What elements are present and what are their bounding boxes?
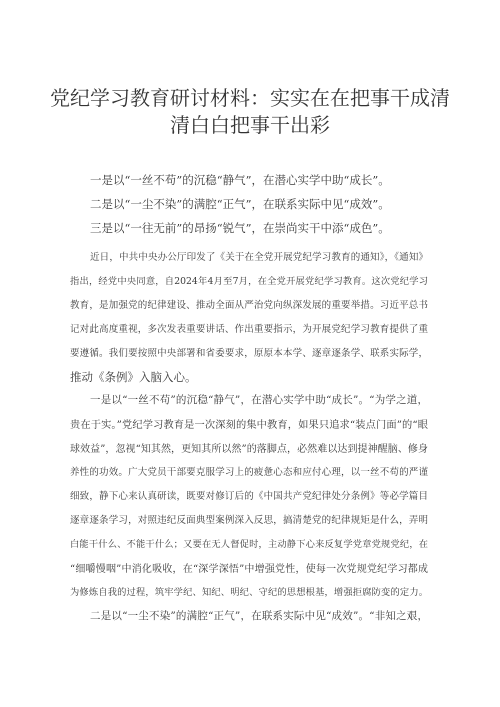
- paragraph-line: 记对此高度重视，多次发表重要讲话、作出重要指示，为开展党纪学习教育提供了重: [70, 324, 428, 335]
- title-line-2: 清白白把事干出彩: [170, 113, 330, 137]
- paragraph-line: 二是以“一尘不染”的满腔“正气”，在联系实际中见“成效”。“非知之艰，: [90, 610, 428, 622]
- paragraph-line: 一是以“一丝不苟”的沉稳“静气”，在潜心实学中助“成长”。“为学之道，: [90, 394, 428, 406]
- paragraph-line: 为修炼自我的过程，筑牢学纪、知纪、明纪、守纪的思想根基，增强拒腐防变的定力。: [70, 587, 428, 598]
- paragraph-line: 白能干什么、不能干什么；又要在无人督促时，主动静下心来反复学党章党规党纪，在: [70, 539, 428, 550]
- paragraph-line: 养性的功效。广大党员干部要克服学习上的疲惫心态和应付心理，以一丝不苟的严谨: [70, 467, 428, 478]
- document-title: [40, 85, 460, 139]
- paragraph-line: 贵在于实。”党纪学习教育是一次深刻的集中教育，如果只追求“装点门面”的“眼: [70, 419, 428, 431]
- summary-point-3: 三是以“一往无前”的昂扬“锐气”，在崇尚实干中添“成色”。: [90, 221, 390, 235]
- paragraph-line: 教育，是加强党的纪律建设、推动全面从严治党向纵深发展的重要举措。习近平总书: [70, 300, 428, 311]
- paragraph-line: 要遵循。我们要按照中央部署和省委要求，原原本本学、逐章逐条学、联系实际学，: [70, 348, 428, 359]
- summary-point-2: 二是以“一尘不染”的满腔“正气”，在联系实际中见“成效”。: [90, 197, 390, 211]
- paragraph-line: 球效益”，忽视“知其然，更知其所以然”的落脚点，必然难以达到提神醒脑、修身: [70, 444, 428, 455]
- paragraph-line: 逐章逐条学习，对照违纪反面典型案例深入反思，搞清楚党的纪律规矩是什么，弄明: [70, 515, 428, 526]
- paragraph-line: 指出，经党中央同意，自2024年4月至7月，在全党开展党纪学习教育。这次党纪学习: [70, 276, 428, 287]
- paragraph-line: “细嚼慢咽”中消化吸收，在“深学深悟”中增强党性，使每一次党规党纪学习都成: [70, 564, 428, 575]
- paragraph-line: 近日，中共中央办公厅印发了《关于在全党开展党纪学习教育的通知》，《通知》: [90, 252, 428, 263]
- summary-point-1: 一是以“一丝不苟”的沉稳“静气”，在潜心实学中助“成长”。: [90, 173, 390, 187]
- paragraph-line: 推动《条例》入脑入心。: [70, 370, 197, 384]
- title-line-1: 党纪学习教育研讨材料：实实在在把事干成清: [50, 86, 450, 110]
- paragraph-line: 细致，静下心来认真研读，既要对修订后的《中国共产党纪律处分条例》等必学篇目: [70, 491, 428, 502]
